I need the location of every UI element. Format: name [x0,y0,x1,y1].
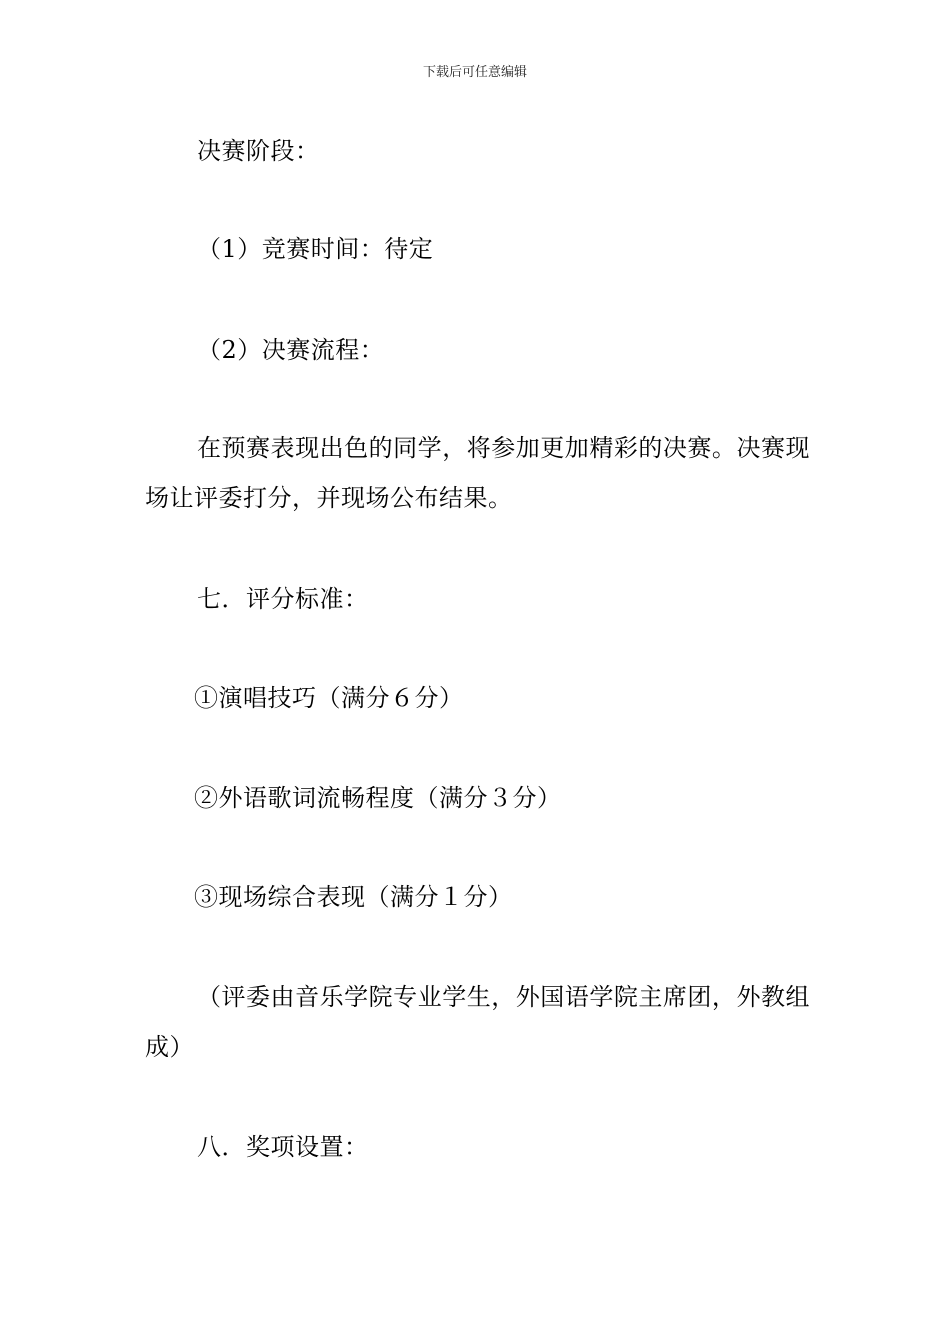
criterion-stage-performance: ③现场综合表现（满分１分） [194,883,513,911]
judges-note-paragraph: （评委由音乐学院专业学生，外国语学院主席团，外教组成） [145,983,810,1061]
page-header-note: 下载后可任意编辑 [422,65,527,80]
scoring-standard-heading: 七．评分标准： [197,585,369,613]
final-stage-heading: 决赛阶段： [197,137,320,165]
final-process-heading: （2）决赛流程： [197,336,385,364]
criterion-singing-skill: ①演唱技巧（满分６分） [194,684,464,712]
final-process-paragraph: 在预赛表现出色的同学，将参加更加精彩的决赛。决赛现场让评委打分，并现场公布结果。 [145,434,810,512]
awards-heading: 八．奖项设置： [197,1133,369,1161]
criterion-lyric-fluency: ②外语歌词流畅程度（满分３分） [194,784,562,812]
competition-time: （1）竞赛时间：待定 [197,235,434,263]
